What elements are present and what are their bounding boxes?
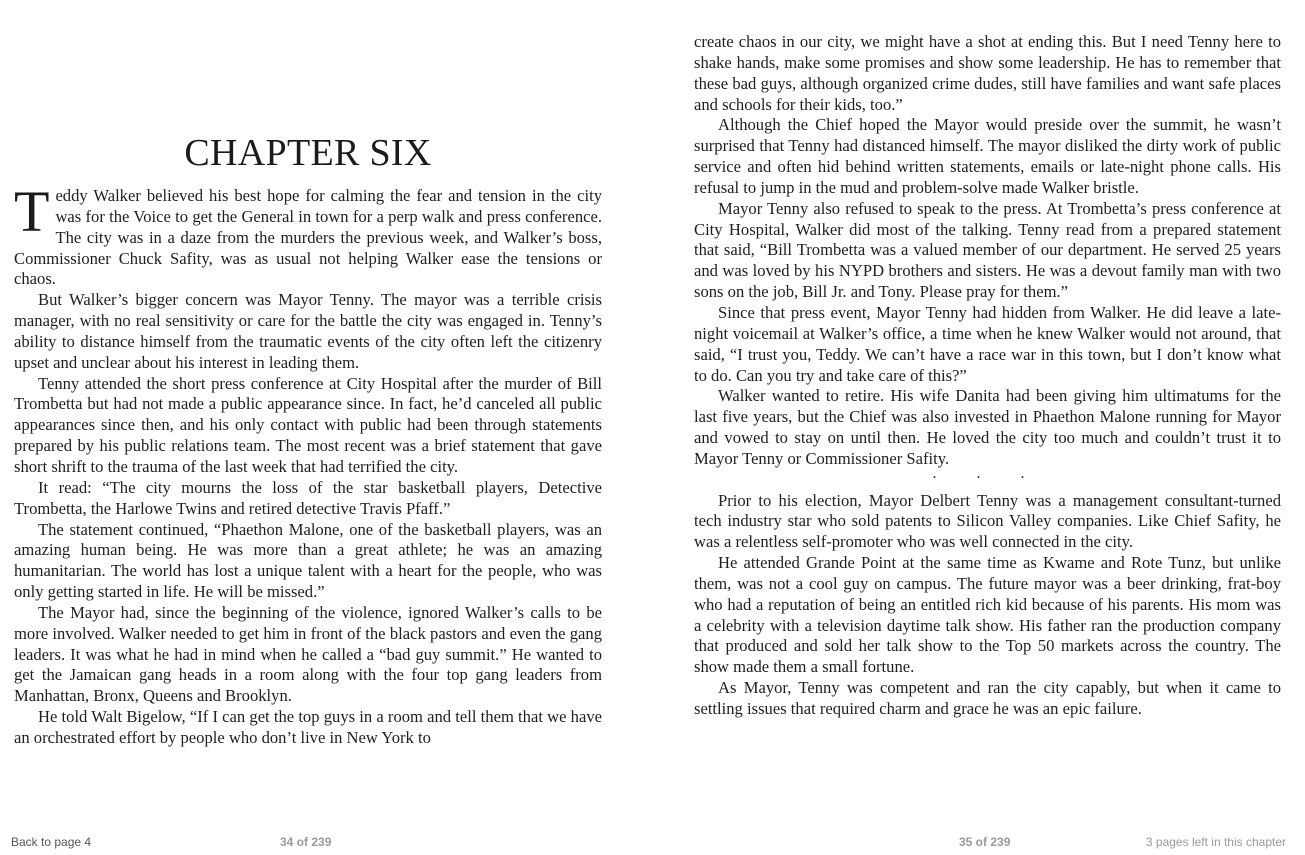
right-page-number: 35 of 239 [959,835,1011,849]
back-to-page-link[interactable]: Back to page 4 [11,835,92,849]
first-paragraph-text: eddy Walker believed his best hope for calming the fear and tension in the city was for the Voice to get the General in town for a perp walk and press conference. The city was in a daze from the murders the previous week, and Walker’s boss, Commissioner Chuck Safity, was as usual not helping Walker ease the tensions or chaos. [14,186,602,289]
paragraph: He attended Grande Point at the same time as Kwame and Rote Tunz, but unlike them, was not a cool guy on campus. The future mayor was a beer drinking, frat-boy who had a reputation of being an entitled rich kid because of his parents. His mom was a celebrity with a television daytime talk show. His father ran the production company that produced and sold her talk show to the Top 50 markets across the country. The show made them a small fortune. [694,553,1281,677]
paragraph: Since that press event, Mayor Tenny had hidden from Walker. He did leave a late-night voicemail at Walker’s office, a time when he knew Walker would not around, that said, “I trust you, Teddy. We can’t have a race war in this town, but I don’t know what to do. Can you try and take care of this?” [694,302,1281,385]
paragraph: Although the Chief hoped the Mayor would preside over the summit, he wasn’t surprised that Tenny had distanced himself. The mayor disliked the dirty work of public service and often hid behind written statements, emails or late-night phone calls. His refusal to jump in the mud and problem-solve made Walker bristle. [694,115,1281,197]
scene-break [694,464,1281,491]
paragraph: Tenny attended the short press conference at City Hospital after the murder of Bill Trombetta but had not made a public appearance since. In fact, he’d canceled all public appearances since then, and his only contact with public had been through statements prepared by his public relations team. The most recent was a brief statement that gave short shrift to the trauma of the last week that had terrified the city. [14,373,602,476]
right-page [694,0,1281,820]
first-paragraph [14,179,602,290]
pages-left-in-chapter: 3 pages left in this chapter [1145,835,1286,849]
chapter-title: CHAPTER SIX [184,132,432,174]
paragraph: Prior to his election, Mayor Delbert Tenny was a management consultant-turned tech industry star who sold patents to Silicon Valley companies. Like Chief Safity, he was a relentless self-promoter who was well connected in the city. [694,490,1281,552]
continued-paragraph: create chaos in our city, we might have a shot at ending this. But I need Tenny here to shake hands, make some promises and show some leadership. He has to remember that these bad guys, although organized crime dudes, still have families and want safe places and schools for their kids, too.” [694,32,1281,114]
drop-cap: T [14,179,50,244]
paragraph: But Walker’s bigger concern was Mayor Tenny. The mayor was a terrible crisis manager, with no real sensitivity or care for the battle the city was engaged in. Tenny’s ability to distance himself from the traumatic events of the city often left the citizenry upset and unclear about his interest in leading them. [14,290,602,372]
paragraph: He told Walt Bigelow, “If I can get the top guys in a room and tell them that we have an orchestrated effort by people who don’t live in New York to [14,707,602,747]
scene-break-dots: . . . [932,464,1043,482]
paragraph: As Mayor, Tenny was competent and ran the city capably, but when it came to settling issues that required charm and grace he was an epic failure. [694,678,1281,718]
paragraph: Mayor Tenny also refused to speak to the press. At Trombetta’s press conference at City Hospital, Walker did most of the talking. Tenny read from a prepared statement that said, “Bill Trombetta was a valued member of our department. He served 25 years and was loved by his NYPD brothers and sisters. He was a devout family man with two sons on the job, Bill Jr. and Tony. Please pray for them.” [694,198,1281,302]
left-page [14,0,602,820]
right-page-body [694,32,1281,720]
paragraph: Walker wanted to retire. His wife Danita had been giving him ultimatums for the last five years, but the Chief was also invested in Phaethon Malone running for Mayor and vowed to stay on until then. He loved the city too much and couldn’t trust it to Mayor Tenny or Commissioner Safity. [694,386,1281,468]
paragraph: The Mayor had, since the beginning of the violence, ignored Walker’s calls to be more involved. Walker needed to get him in front of the black pastors and even the gang leaders. It was what he had in mind when he called a “bad guy summit.” He wanted to get the Jamaican gang heads in a room along with the four top gang leaders from Manhattan, Bronx, Queens and Brooklyn. [14,602,602,706]
left-page-number: 34 of 239 [280,835,332,849]
paragraph: The statement continued, “Phaethon Malone, one of the basketball players, was an amazing human being. He was more than a great athlete; he was an amazing humanitarian. The world has lost a unique talent with a heart for the people, who was only getting started in life. He will be missed.” [14,519,602,602]
paragraph: It read: “The city mourns the loss of the star basketball players, Detective Trombetta, the Harlowe Twins and retired detective Travis Pfaff.” [14,477,602,518]
